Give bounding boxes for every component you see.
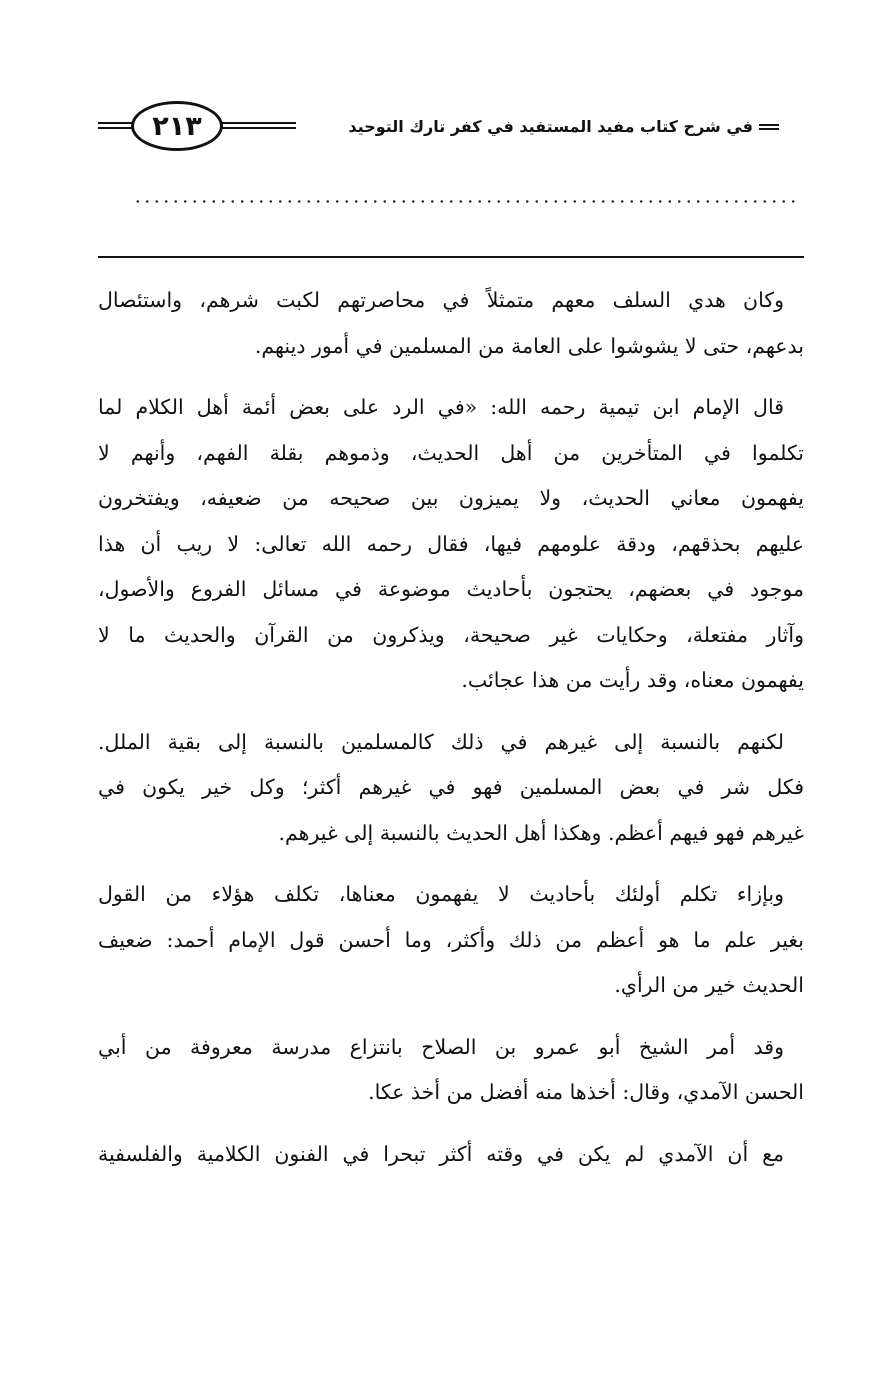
text-line: مع أن الآمدي لم يكن في وقته أكثر تبحرا في الفنون الكلامية والفلسفية: [98, 1141, 784, 1166]
page-number: [131, 101, 223, 151]
text-line: بدعهم، حتى لا يشوشوا على العامة من المسلمين في أمور دينهم.: [254, 333, 804, 358]
text-line: وبإزاء تكلم أولئك بأحاديث لا يفهمون معناها، تكلف هؤلاء من القول: [98, 882, 784, 906]
text-line: الحسن الآمدي، وقال: أخذها منه أفضل من أخذ عكا.: [368, 1080, 804, 1104]
text-line: وقد أمر الشيخ أبو عمرو بن الصلاح بانتزاع مدرسة معروفة من أبي: [98, 1034, 784, 1059]
paragraph: [98, 385, 804, 704]
text-line: بغير علم ما هو أعظم من ذلك وأكثر، وما أحسن قول الإمام أحمد: ضعيف: [98, 927, 804, 952]
text-line: الحديث خير من الرأي.: [614, 973, 804, 997]
paragraph: [98, 278, 804, 369]
text-line: فكل شر في بعض المسلمين فهو في غيرهم أكثر؛ وكل خير يكون في: [98, 775, 804, 799]
dotted-separator: [133, 200, 801, 203]
header-ornament-dash: [759, 124, 779, 130]
header-title: في شرح كتاب مفيد المستفيد في كفر تارك التوحيد: [348, 117, 753, 136]
paragraph: [98, 720, 804, 857]
text-line: يفهمون معناه، وقد رأيت من هذا عجائب.: [461, 668, 804, 692]
text-line: يفهمون معاني الحديث، ولا يميزون بين صحيحه من ضعيفه، ويفتخرون: [98, 486, 804, 510]
text-line: لكنهم بالنسبة إلى غيرهم في ذلك كالمسلمين بالنسبة إلى بقية الملل.: [98, 729, 784, 754]
text-line: عليهم بحذقهم، ودقة علومهم فيها، فقال رحمه الله تعالى: لا ريب أن هذا: [98, 531, 804, 556]
text-line: قال الإمام ابن تيمية رحمه الله: «في الرد على بعض أئمة أهل الكلام لما: [98, 395, 784, 419]
page-number-ornament-left: [98, 122, 134, 129]
text-line: غيرهم فهو فيهم أعظم. وهكذا أهل الحديث بالنسبة إلى غيرهم.: [278, 820, 804, 845]
text-line: وآثار مفتعلة، وحكايات غير صحيحة، ويذكرون من القرآن والحديث ما لا: [98, 622, 804, 647]
page-number-ornament-right: [221, 122, 296, 129]
paragraph: [98, 1132, 804, 1178]
page-number-text: ٢١٣: [152, 110, 202, 142]
text-line: موجود في بعضهم، يحتجون بأحاديث موضوعة في مسائل الفروع والأصول،: [98, 577, 804, 601]
text-line: تكلموا في المتأخرين من أهل الحديث، وذموهم بقلة الفهم، وأنهم لا: [98, 440, 804, 465]
paragraph: [98, 872, 804, 1009]
running-header: [348, 117, 779, 136]
paragraph: [98, 1025, 804, 1116]
text-line: وكان هدي السلف معهم متمثلاً في محاصرتهم لكبت شرهم، واستئصال: [98, 288, 784, 312]
horizontal-rule: [98, 256, 804, 258]
body-text: [98, 278, 804, 1193]
